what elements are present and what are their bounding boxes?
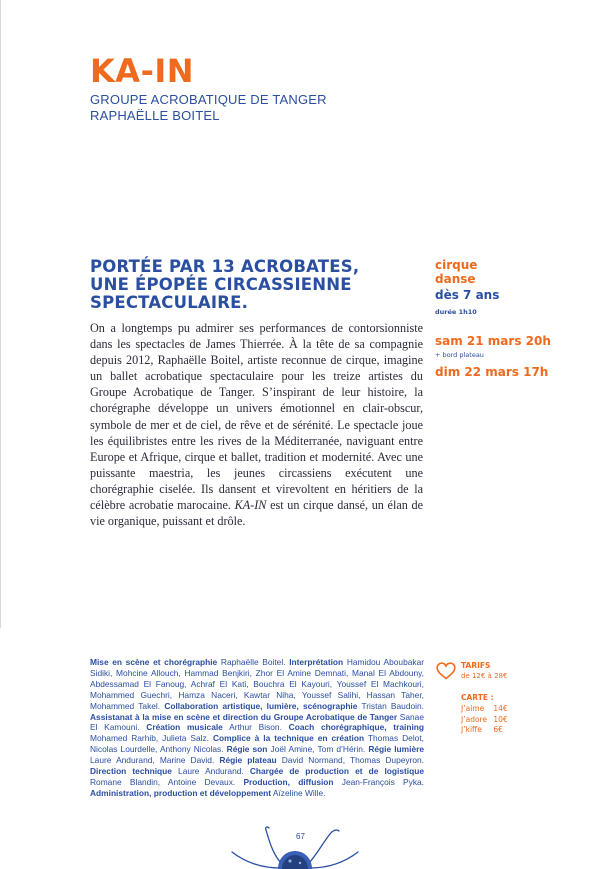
credit-role: Administration, production et développement bbox=[90, 787, 272, 798]
tarifs bbox=[461, 661, 507, 681]
duration-label: durée 1h10 bbox=[435, 308, 477, 316]
credit-names: Laure Andurand, Marine David. bbox=[90, 755, 215, 766]
credit-role: Interprétation bbox=[289, 657, 344, 667]
credit-role: Création musicale bbox=[146, 722, 223, 733]
page-edge-rule bbox=[0, 0, 1, 628]
credit-names: Tristan Baudoin. bbox=[361, 700, 424, 711]
carte-name: J’aime bbox=[461, 703, 485, 713]
credit-names: Aïzeline Wille. bbox=[272, 787, 326, 798]
genre-label: cirque bbox=[435, 258, 478, 272]
show-title: KA-IN bbox=[90, 52, 195, 90]
description-part: est un cirque dansé, un élan de vie organique, puissant et drôle. bbox=[90, 498, 423, 529]
credit-role: Production, diffusion bbox=[243, 776, 334, 787]
carte-row bbox=[461, 704, 508, 715]
carte-price: 10€ bbox=[493, 714, 508, 724]
event-info bbox=[435, 258, 585, 379]
age-label: dès 7 ans bbox=[435, 288, 500, 302]
beetle-illustration bbox=[220, 822, 370, 869]
carte-label: CARTE : bbox=[461, 693, 494, 702]
carte-name: J’adore bbox=[461, 714, 488, 724]
credit-names: Joël Amine, Tom d’Hérin. bbox=[270, 744, 366, 755]
description-part: On a longtemps pu admirer ses performances de contorsionniste dans les spectacles de James Thierrée. À la tête de sa compagnie depuis 2012, Raphaëlle Boitel, artiste reconnue de cirque, imagine un ballet acrobatique spectaculaire pour les treize artistes du Groupe Acrobatique de Tanger. S’inspirant de leur histoire, la chorégraphe développe un univers émotionnel en clair-obscur, symbole de mer et de ciel, de rêve et de sérénité. Le spectacle joue les équilibristes entre les rives de la Méditerranée, naviguant entre Europe et Afrique, cirque et ballet, tradition et modernité. Avec une puissante maestria, les jeunes circassiens exécutent une chorégraphie ciselée. Ils dansent et virevoltent en héritiers de la célèbre acrobatie marocaine. bbox=[90, 321, 423, 513]
credit-names: Mohamed Rarhib, Julieta Salz. bbox=[90, 733, 209, 744]
artist-name: RAPHAËLLE BOITEL bbox=[90, 108, 220, 123]
credit-names: David Normand, Thomas Dupeyron. bbox=[281, 755, 424, 766]
carte-price: 14€ bbox=[493, 703, 508, 713]
description-show-name: KA-IN bbox=[234, 498, 267, 513]
date-sunday: dim 22 mars 17h bbox=[435, 365, 549, 379]
credit-names: Sanae El Kamouni. bbox=[90, 711, 424, 733]
credit-role: Chargée de production et de logistique bbox=[249, 766, 425, 777]
credit-role: Assistanat à la mise en scène et direction du Groupe Acrobatique de Tanger bbox=[90, 711, 398, 722]
company-name: GROUPE ACROBATIQUE DE TANGER bbox=[90, 92, 327, 107]
page-number: 67 bbox=[296, 832, 305, 841]
headline-line: PORTÉE PAR 13 ACROBATES, bbox=[90, 257, 360, 276]
genre-label: danse bbox=[435, 272, 476, 286]
date-saturday: sam 21 mars 20h bbox=[435, 334, 551, 348]
credit-names: Arthur Bison. bbox=[229, 722, 282, 733]
credit-names: Hamidou Aboubakar Sidiki, Mohcine Allouch, Hammad Benjkiri, Zhor El Amine Demnati, Manal El Abdouny, Abdessamad El Fanoug, Achraf El Kati, Bouchra El Kayouri, Youssef El Machkouri, Mohammed Guechri, Hamza Naceri, Kawtar Niha, Youssef Salihi, Hassan Taher, Mohammed Takel. bbox=[90, 657, 425, 711]
credit-names: Jean-François Pyka. bbox=[341, 776, 424, 787]
credit-names: Laure Andurand. bbox=[178, 766, 244, 777]
heart-icon bbox=[436, 662, 456, 680]
description bbox=[90, 320, 423, 529]
credit-role: Régie lumière bbox=[368, 744, 425, 755]
credit-role: Coach chorégraphique, training bbox=[288, 722, 425, 733]
credit-role: Mise en scène et chorégraphie bbox=[90, 657, 218, 667]
credit-role: Régie plateau bbox=[219, 755, 277, 766]
headline-line: UNE ÉPOPÉE CIRCASSIENNE bbox=[90, 275, 352, 294]
credits bbox=[90, 657, 424, 799]
headline bbox=[90, 258, 390, 312]
carte-price: 6€ bbox=[493, 725, 503, 735]
carte-row bbox=[461, 715, 508, 726]
credit-names: Romane Blandin, Antoine Devaux. bbox=[90, 776, 236, 787]
tarifs-label: TARIFS bbox=[461, 661, 491, 670]
credit-role: Régie son bbox=[226, 744, 268, 755]
credit-role: Complice à la technique en création bbox=[212, 733, 365, 744]
credit-names: Raphaëlle Boitel. bbox=[220, 657, 286, 667]
credit-role: Direction technique bbox=[90, 766, 172, 777]
carte-name: J’kiffe bbox=[461, 725, 482, 735]
credit-role: Collaboration artistique, lumière, scénographie bbox=[164, 700, 358, 711]
date-extra: + bord plateau bbox=[435, 351, 484, 359]
credit-names: Thomas Delot, Nicolas Lourdelle, Anthony Nicolas. bbox=[90, 733, 424, 755]
carte-row bbox=[461, 725, 508, 736]
carte-prices bbox=[461, 693, 508, 736]
tarifs-range: de 12€ à 28€ bbox=[461, 672, 508, 680]
headline-line: SPECTACULAIRE. bbox=[90, 293, 249, 312]
